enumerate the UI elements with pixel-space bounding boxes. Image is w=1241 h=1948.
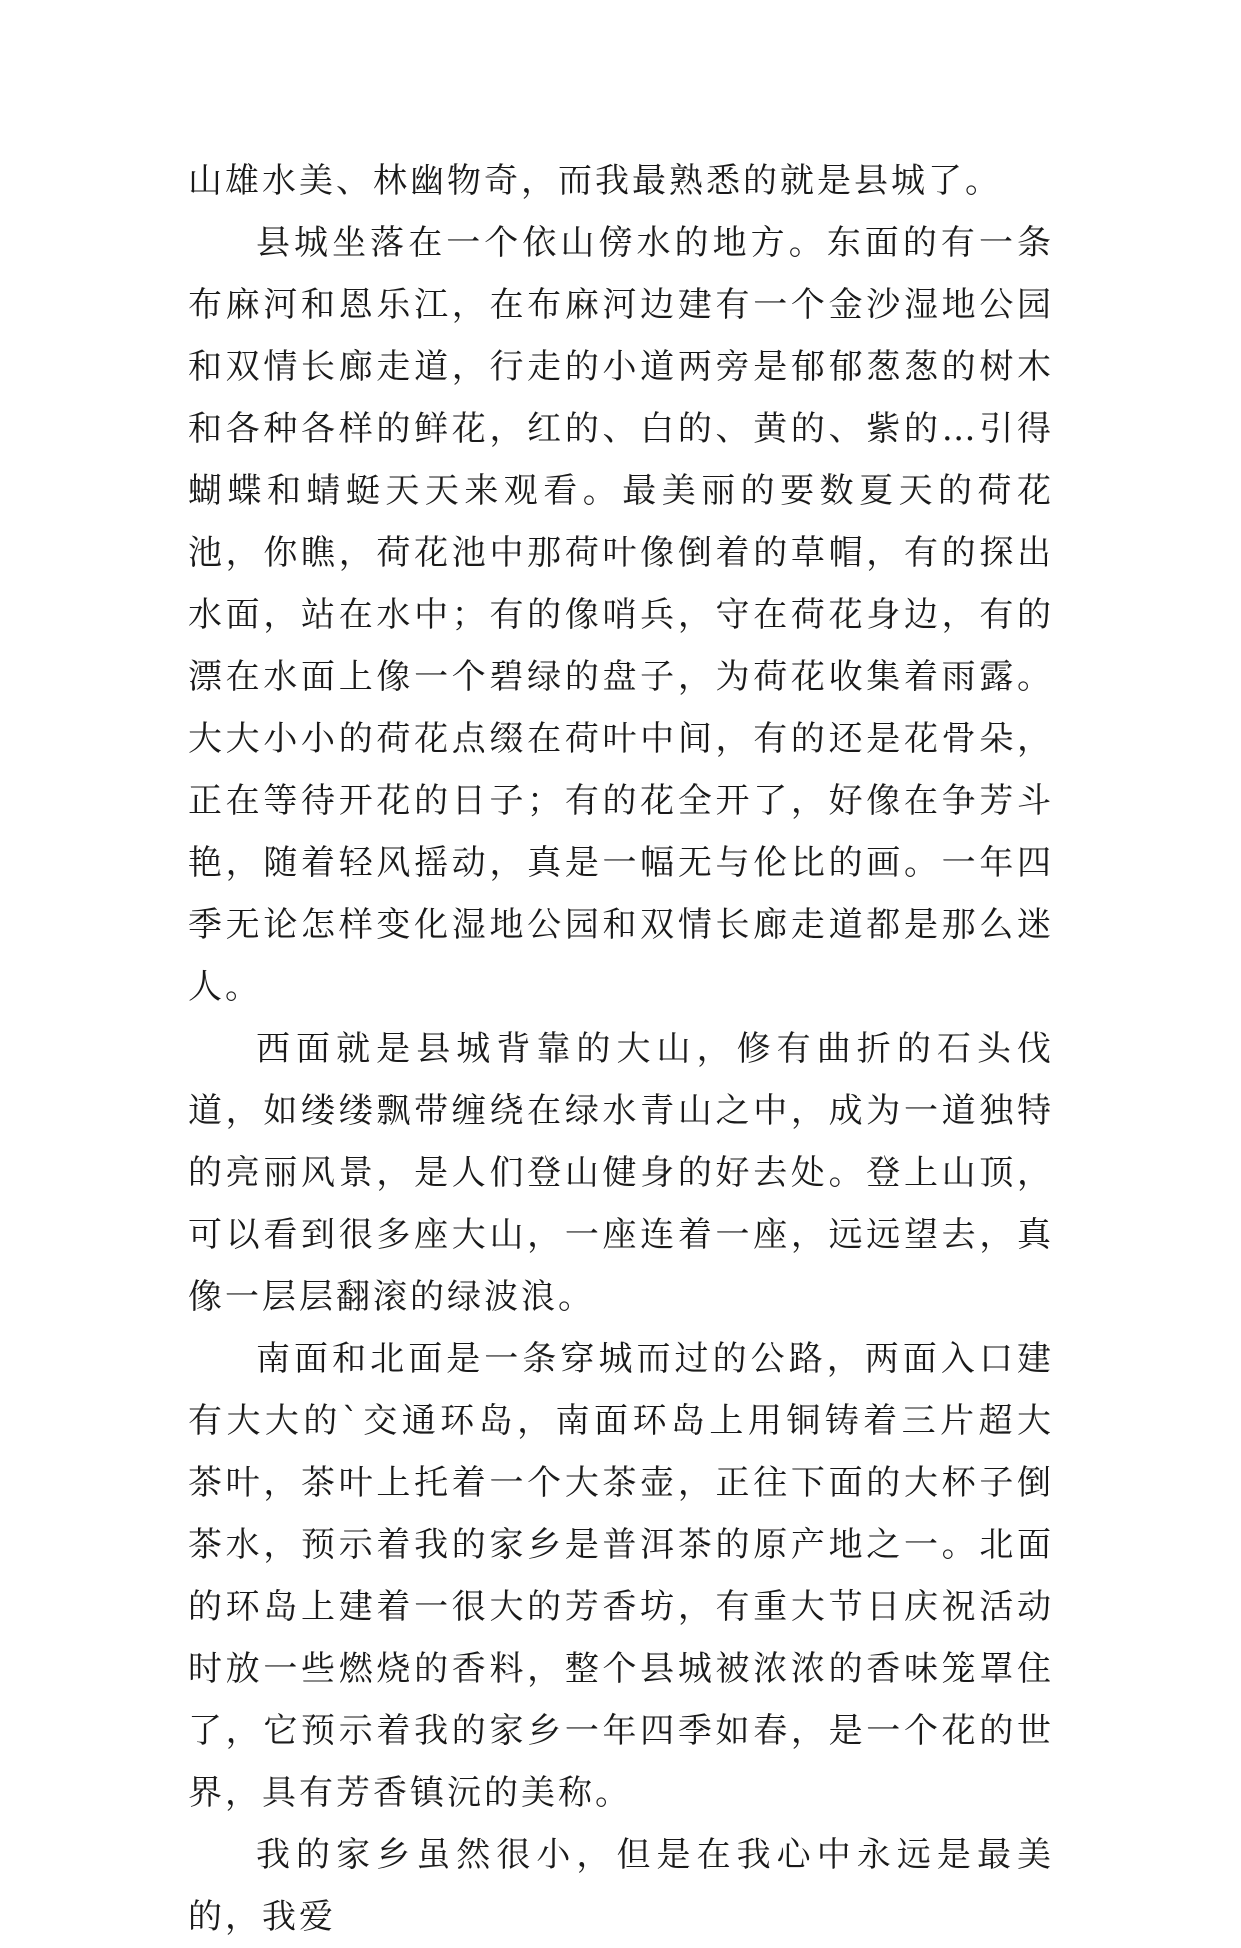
paragraph-continuation: 山雄水美、林幽物奇，而我最熟悉的就是县城了。 [188, 161, 1002, 201]
paragraph-county-east: 县城坐落在一个依山傍水的地方。东面的有一条布麻河和恩乐江，在布麻河边建有一个金沙湿地公园和双情长廊走道，行走的小道两旁是郁郁葱葱的树木和各种各样的鲜花，红的、白的、黄的、紫的…引得蝴蝶和蜻蜓天天来观看。最美丽的要数夏天的荷花池，你瞧，荷花池中那荷叶像倒着的草帽，有的探出水面，站在水中；有的像哨兵，守在荷花身边，有的漂在水面上像一个碧绿的盘子，为荷花收集着雨露。大大小小的荷花点缀在荷叶中间，有的还是花骨朵，正在等待开花的日子；有的花全开了，好像在争芳斗艳，随着轻风摇动，真是一幅无与伦比的画。一年四季无论怎样变化湿地公园和双情长廊走道都是那么迷人。 [188, 223, 1054, 1007]
paragraph-closing: 我的家乡虽然很小，但是在我心中永远是最美的，我爱 [188, 1835, 1054, 1937]
document-body [188, 150, 1054, 1948]
paragraph-county-south-north: 南面和北面是一条穿城而过的公路，两面入口建有大大的`交通环岛，南面环岛上用铜铸着三片超大茶叶，茶叶上托着一个大茶壶，正往下面的大杯子倒茶水，预示着我的家乡是普洱茶的原产地之一。北面的环岛上建着一很大的芳香坊，有重大节日庆祝活动时放一些燃烧的香料，整个县城被浓浓的香味笼罩住了，它预示着我的家乡一年四季如春，是一个花的世界，具有芳香镇沅的美称。 [188, 1339, 1054, 1813]
paragraph-county-west: 西面就是县城背靠的大山，修有曲折的石头伐道，如缕缕飘带缠绕在绿水青山之中，成为一道独特的亮丽风景，是人们登山健身的好去处。登上山顶，可以看到很多座大山，一座连着一座，远远望去，真像一层层翻滚的绿波浪。 [188, 1029, 1054, 1317]
